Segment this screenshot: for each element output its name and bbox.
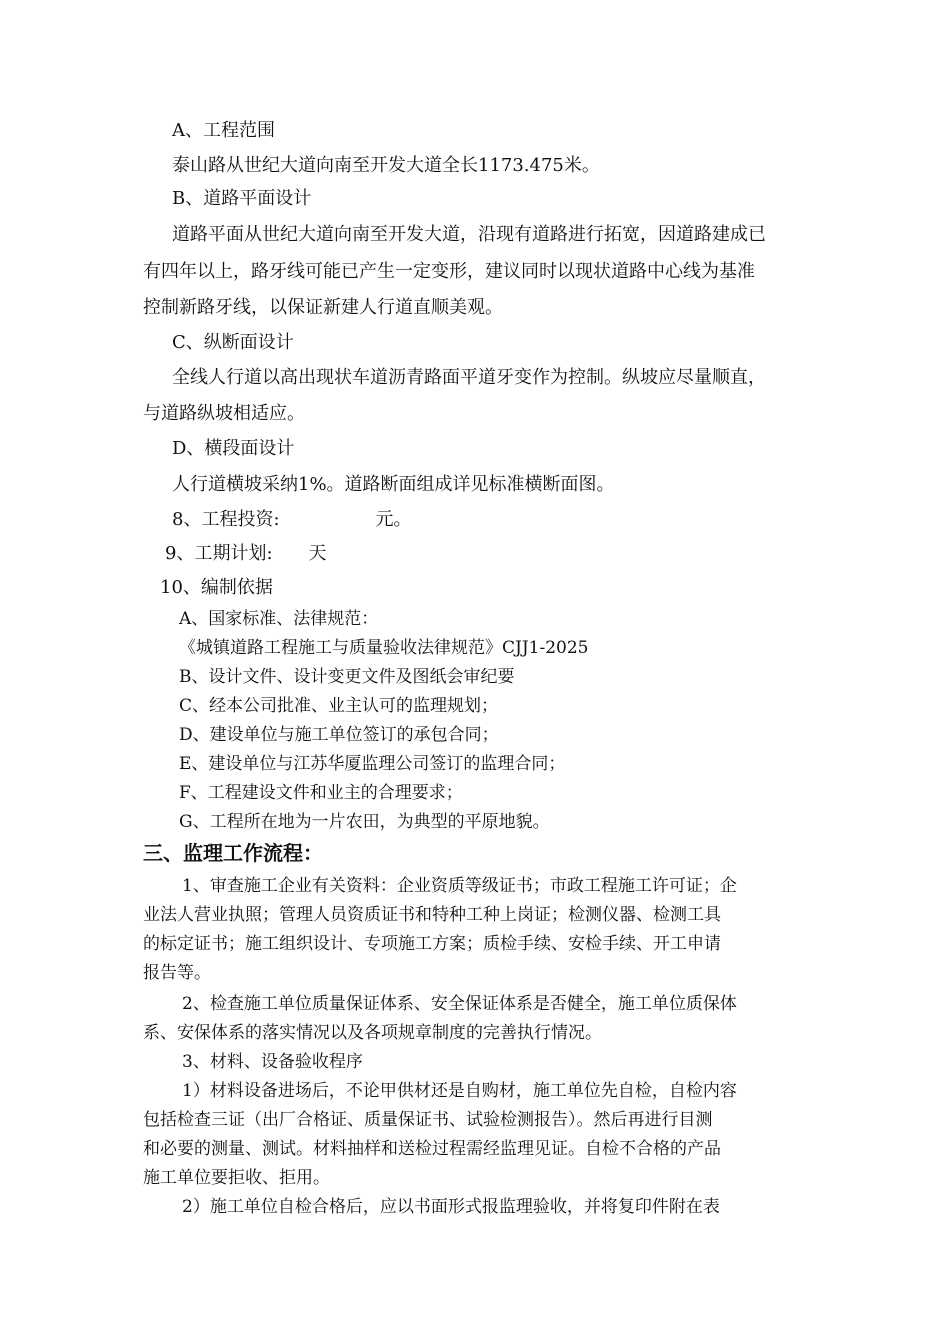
section-b-body-line: 有四年以上，路牙线可能已产生一定变形，建议同时以现状道路中心线为基准 <box>143 261 755 282</box>
item-8-unit: 元。 <box>375 509 412 530</box>
para-1-line: 1、审查施工企业有关资料：企业资质等级证书；市政工程施工许可证；企 <box>182 876 737 896</box>
section-b-body-line: 道路平面从世纪大道向南至开发大道，沿现有道路进行拓宽，因道路建成已 <box>172 224 766 245</box>
para-1-line: 业法人营业执照；管理人员资质证书和特种工种上岗证；检测仪器、检测工具 <box>143 905 721 925</box>
section-c-title: C、纵断面设计 <box>172 332 294 353</box>
basis-item: D、建设单位与施工单位签订的承包合同； <box>179 725 499 745</box>
basis-item: 《城镇道路工程施工与质量验收法律规范》CJJ1-2025 <box>179 638 589 658</box>
basis-item: C、经本公司批准、业主认可的监理规划； <box>179 696 499 716</box>
item-9-schedule <box>165 543 327 565</box>
basis-item: G、工程所在地为一片农田，为典型的平原地貌。 <box>179 812 550 832</box>
section-3-heading: 三、监理工作流程： <box>143 841 323 865</box>
para-1-line: 报告等。 <box>143 963 211 983</box>
basis-item: B、设计文件、设计变更文件及图纸会审纪要 <box>179 667 515 687</box>
section-d-body: 人行道横坡采纳1%。道路断面组成详见标准横断面图。 <box>172 474 615 495</box>
item-9-unit: 天 <box>308 543 327 564</box>
para-2-line: 系、安保体系的落实情况以及各项规章制度的完善执行情况。 <box>143 1023 602 1043</box>
para-3-2-line: 2）施工单位自检合格后，应以书面形式报监理验收，并将复印件附在表 <box>182 1197 720 1217</box>
para-3-1-line: 1）材料设备进场后，不论甲供材还是自购材，施工单位先自检，自检内容 <box>182 1081 737 1101</box>
para-3-title: 3、材料、设备验收程序 <box>182 1052 363 1072</box>
basis-item: E、建设单位与江苏华厦监理公司签订的监理合同； <box>179 754 566 774</box>
para-1-line: 的标定证书；施工组织设计、专项施工方案；质检手续、安检手续、开工申请 <box>143 934 721 954</box>
basis-item: A、国家标准、法律规范： <box>179 609 379 629</box>
para-3-1-line: 和必要的测量、测试。材料抽样和送检过程需经监理见证。自检不合格的产品 <box>143 1139 721 1159</box>
section-c-body-line: 与道路纵坡相适应。 <box>143 403 305 424</box>
item-10-title: 10、编制依据 <box>160 577 273 598</box>
section-a-body: 泰山路从世纪大道向南至开发大道全长1173.475米。 <box>172 155 600 176</box>
section-b-body-line: 控制新路牙线，以保证新建人行道直顺美观。 <box>143 297 503 318</box>
item-8-label: 8、工程投资: <box>172 509 280 530</box>
section-b-title: B、道路平面设计 <box>172 188 312 209</box>
para-3-1-line: 施工单位要拒收、拒用。 <box>143 1168 330 1188</box>
item-8-investment <box>172 509 412 531</box>
para-3-1-line: 包括检查三证（出厂合格证、质量保证书、试验检测报告）。然后再进行目测 <box>143 1110 713 1130</box>
section-c-body-line: 全线人行道以高出现状车道沥青路面平道牙变作为控制。纵坡应尽量顺直， <box>172 367 766 388</box>
section-d-title: D、横段面设计 <box>172 438 295 459</box>
basis-item: F、工程建设文件和业主的合理要求； <box>179 783 463 803</box>
para-2-line: 2、检查施工单位质量保证体系、安全保证体系是否健全，施工单位质保体 <box>182 994 737 1014</box>
item-9-label: 9、工期计划: <box>165 543 273 564</box>
section-a-title: A、工程范围 <box>172 120 275 141</box>
